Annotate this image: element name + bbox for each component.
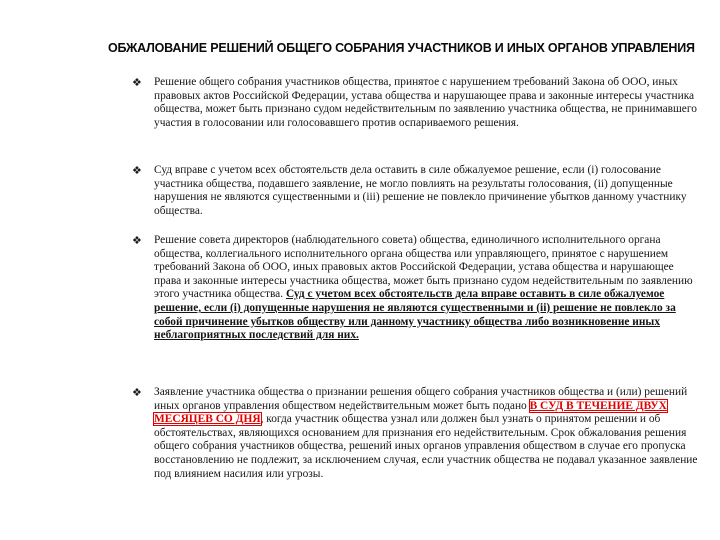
checkmark-arrow-icon: ❖ <box>132 234 142 247</box>
paragraph-text-end: , когда участник общества узнал или должен был узнать о принятом решении и об обстоятельствах, являющихся основанием для признания его недействительным. Срок обжалования решения общего собрания участников общества, решений иных органов управления обществом в случае его пропуска восстановлению не подлежит, за исключением случая, если участник общества не подавал указанное заявление под влиянием насилия или угрозы. <box>154 413 698 480</box>
checkmark-arrow-icon: ❖ <box>132 164 142 177</box>
list-item <box>132 76 700 130</box>
paragraph-text: Заявление участника общества о признании решения общего собрания участников общества и (или) решений иных органов управления обществом недействительным может быть подано <box>154 386 688 412</box>
deadline-highlight: В СУД В ТЕЧЕНИЕ ДВУХ МЕСЯЦЕВ СО ДНЯ <box>154 399 667 426</box>
list-item <box>132 386 700 481</box>
checkmark-arrow-icon: ❖ <box>132 386 142 399</box>
bullet-list <box>132 76 700 480</box>
paragraph-text: Решение общего собрания участников общества, принятое с нарушением требований Закона об ООО, иных правовых актов Российской Федерации, устава общества и нарушающее права и законные интересы участника общества, может быть признано судом недействительным по заявлению участника общества, не принимавшего участия в голосовании или голосовавшего против оспариваемого решения. <box>154 76 697 129</box>
page-title: ОБЖАЛОВАНИЕ РЕШЕНИЙ ОБЩЕГО СОБРАНИЯ УЧАСТНИКОВ И ИНЫХ ОРГАНОВ УПРАВЛЕНИЯ <box>108 41 695 55</box>
paragraph-text: Решение совета директоров (наблюдательного совета) общества, единоличного исполнительного органа общества, коллегиального исполнительного органа общества или управляющего, принятое с нарушением требований Закона об ООО, иных правовых актов Российской Федерации, устава общества и нарушающее права и законные интересы участника общества, может быть признано судом недействительным по заявлению этого участника общества. <box>154 234 693 301</box>
list-item <box>132 164 700 218</box>
checkmark-arrow-icon: ❖ <box>132 76 142 89</box>
paragraph-text: Суд вправе с учетом всех обстоятельств дела оставить в силе обжалуемое решение, если (i) голосование участника общества, подавшего заявление, не могло повлиять на результаты голосования, (ii) допущенные нарушения не являются существенными и (iii) решение не повлекло причинение убытков данному участнику общества. <box>154 164 687 217</box>
list-item <box>132 234 700 343</box>
emphasized-text: Суд с учетом всех обстоятельств дела вправе оставить в силе обжалуемое решение, если (i) допущенные нарушения не являются существенными и (ii) решение не повлекло за собой причинение убытков обществу или данному участнику общества либо возникновение иных неблагоприятных последствий для них. <box>154 288 676 342</box>
